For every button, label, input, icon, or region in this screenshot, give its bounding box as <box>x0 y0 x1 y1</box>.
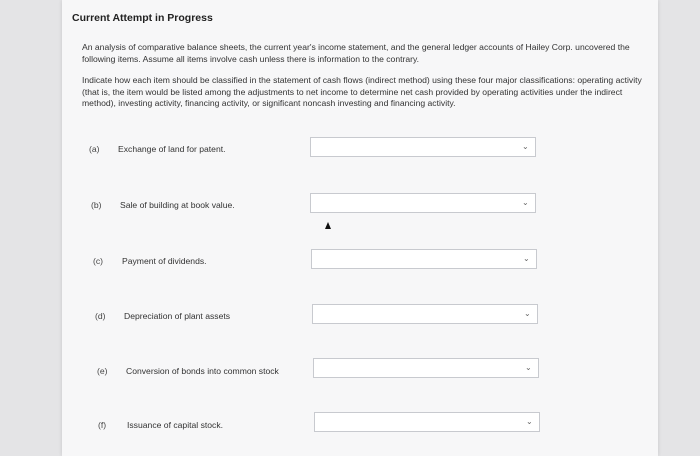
chevron-down-icon: ⌄ <box>524 309 531 318</box>
item-text-d: Depreciation of plant assets <box>124 311 231 321</box>
chevron-down-icon: ⌄ <box>523 254 530 263</box>
item-text-c: Payment of dividends. <box>122 256 207 266</box>
item-letter-d: (d) <box>95 311 106 321</box>
chevron-down-icon: ⌄ <box>522 198 529 207</box>
item-letter-b: (b) <box>91 200 102 210</box>
chevron-down-icon: ⌄ <box>522 142 529 151</box>
classification-select-c[interactable] <box>311 249 537 269</box>
item-letter-e: (e) <box>97 366 108 376</box>
classification-select-e[interactable] <box>313 358 539 378</box>
classification-select-a[interactable] <box>310 137 536 157</box>
page-title: Current Attempt in Progress <box>72 12 213 24</box>
classification-select-b[interactable] <box>310 193 536 213</box>
classification-select-d[interactable] <box>312 304 538 324</box>
item-letter-a: (a) <box>89 144 100 154</box>
intro-text: An analysis of comparative balance sheets, the current year's income statement, and the general ledger accounts of Hailey Corp. uncovered the following items. Assume all items involve cash unless there is information to the contrary. <box>82 42 630 64</box>
item-text-b: Sale of building at book value. <box>120 200 235 210</box>
question-panel <box>62 0 658 456</box>
chevron-down-icon: ⌄ <box>526 417 533 426</box>
instructions-text: Indicate how each item should be classified in the statement of cash flows (indirect method) using these four major classifications: operating activity (that is, the item would be listed among the adjustments to net income to determine net cash provided by operating activities under the indirect method), investing activity, financing activity, or significant noncash investing and financing activity. <box>82 75 642 108</box>
item-text-e: Conversion of bonds into common stock <box>126 366 279 376</box>
classification-select-f[interactable] <box>314 412 540 432</box>
item-letter-f: (f) <box>98 420 107 430</box>
chevron-down-icon: ⌄ <box>525 363 532 372</box>
item-letter-c: (c) <box>93 256 104 266</box>
item-text-f: Issuance of capital stock. <box>127 420 224 430</box>
mouse-cursor-icon <box>325 222 331 229</box>
item-text-a: Exchange of land for patent. <box>118 144 226 154</box>
